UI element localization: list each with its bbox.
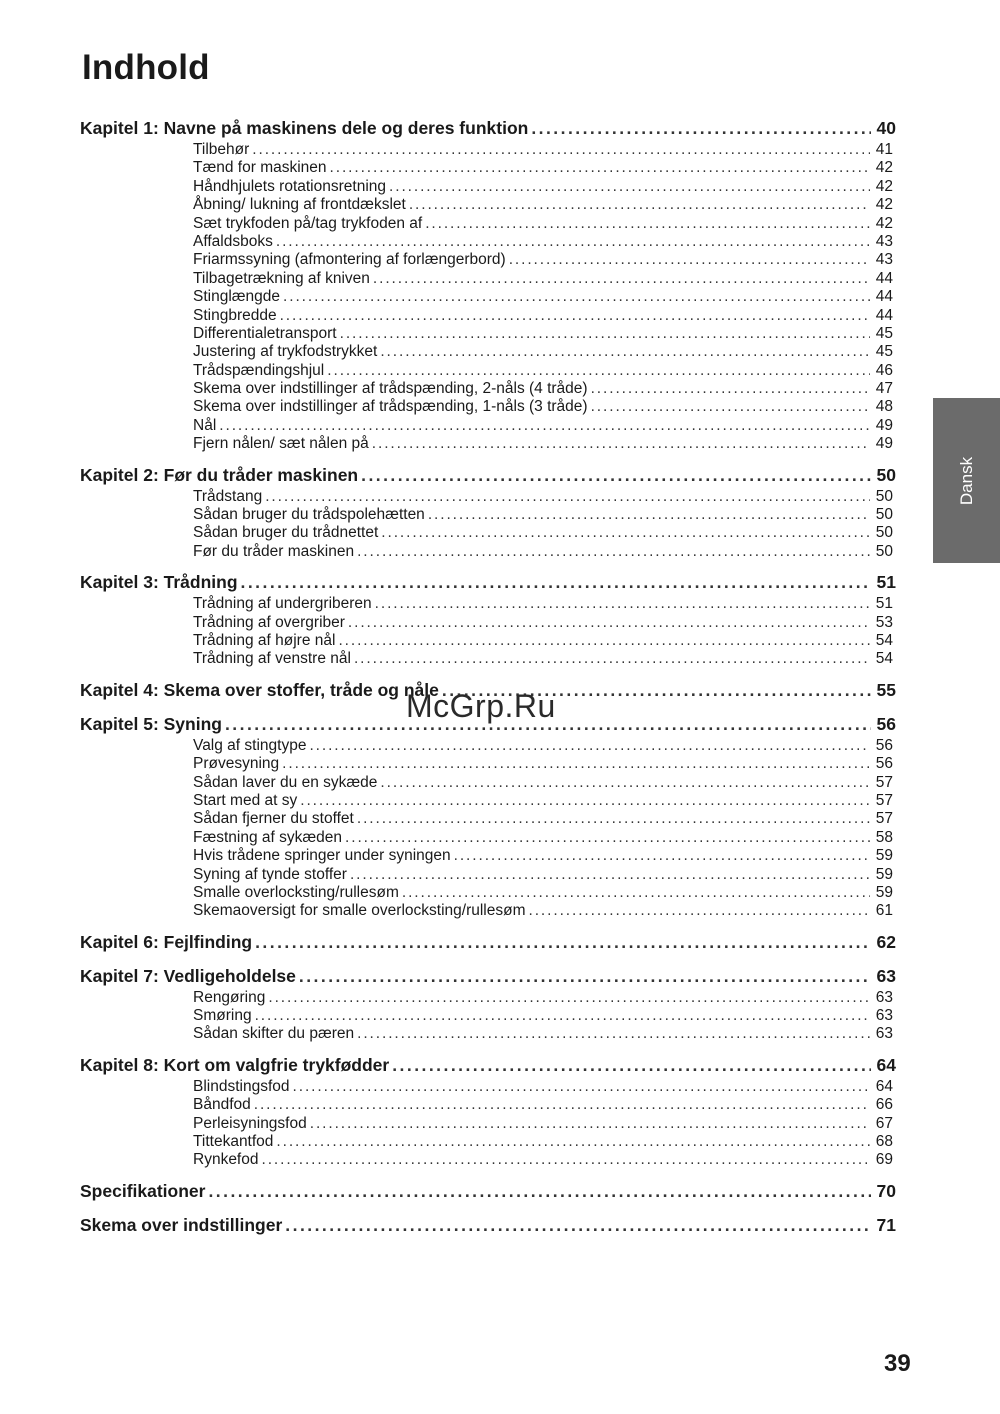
toc-leader-dots xyxy=(373,270,870,288)
toc-item-page: 59 xyxy=(875,847,893,865)
toc-leader-dots xyxy=(208,1179,871,1204)
toc-chapter xyxy=(0,712,1000,921)
toc-chapter-title: Kapitel 1: Navne på maskinens dele og deres funktion xyxy=(80,118,529,138)
toc-item[interactable] xyxy=(193,362,893,380)
toc-item-label: Åbning/ lukning af frontdækslet xyxy=(193,196,406,214)
toc-item[interactable] xyxy=(193,847,893,865)
toc-item-label: Trådning af venstre nål xyxy=(193,650,351,668)
toc-item-page: 53 xyxy=(875,613,893,631)
toc-chapter-entry[interactable] xyxy=(80,1179,896,1204)
toc-item[interactable] xyxy=(193,737,893,755)
toc-item-page: 44 xyxy=(875,269,893,287)
toc-item[interactable] xyxy=(193,1096,893,1114)
toc-leader-dots xyxy=(531,116,871,141)
toc-leader-dots xyxy=(357,810,870,828)
toc-leader-dots xyxy=(276,233,870,251)
toc-leader-dots xyxy=(380,774,870,792)
toc-item-label: Fjern nålen/ sæt nålen på xyxy=(193,435,369,453)
toc-item-label: Valg af stingtype xyxy=(193,736,307,754)
toc-chapter xyxy=(0,1053,1000,1170)
toc-leader-dots xyxy=(380,343,870,361)
toc-item-label: Fæstning af sykæden xyxy=(193,828,343,846)
toc-item[interactable] xyxy=(193,755,893,773)
toc-leader-dots xyxy=(392,1053,871,1078)
toc-leader-dots xyxy=(454,847,870,865)
toc-leader-dots xyxy=(293,1078,870,1096)
toc-chapter xyxy=(0,1213,1000,1238)
toc-item-label: Skema over indstillinger af trådspænding, 1-nåls (3 tråde) xyxy=(193,398,588,416)
toc-item[interactable] xyxy=(193,884,893,902)
toc-leader-dots xyxy=(265,488,870,506)
toc-item-label: Syning af tynde stoffer xyxy=(193,865,347,883)
toc-leader-dots xyxy=(428,506,870,524)
toc-leader-dots xyxy=(310,1115,870,1133)
toc-leader-dots xyxy=(241,570,871,595)
toc-chapter-page: 71 xyxy=(876,1214,896,1235)
toc-leader-dots xyxy=(357,1025,870,1043)
toc-item-page: 61 xyxy=(875,902,893,920)
toc-item[interactable] xyxy=(193,270,893,288)
toc-item-page: 41 xyxy=(875,141,893,158)
toc-item-page: 67 xyxy=(875,1114,893,1132)
toc-item[interactable] xyxy=(193,902,893,920)
toc-item-label: Nål xyxy=(193,416,217,434)
toc-chapter-page: 50 xyxy=(876,464,896,485)
toc-item-page: 50 xyxy=(875,524,893,542)
toc-chapter-page: 55 xyxy=(876,679,896,700)
toc-item-page: 63 xyxy=(875,1025,893,1043)
toc-chapter-title: Kapitel 8: Kort om valgfrie trykfødder xyxy=(80,1054,390,1075)
toc-item[interactable] xyxy=(193,866,893,884)
toc-item-label: Tittekantfod xyxy=(193,1133,274,1151)
toc-item-label: Tænd for maskinen xyxy=(193,159,327,177)
toc-item-label: Skemaoversigt for smalle overlocksting/rullesøm xyxy=(193,902,526,920)
toc-item[interactable] xyxy=(193,398,893,416)
toc-item-page: 48 xyxy=(875,398,893,416)
toc-chapter-entry[interactable] xyxy=(80,1213,896,1238)
toc-leader-dots xyxy=(350,866,870,884)
toc-leader-dots xyxy=(255,930,871,955)
watermark: McGrp.Ru xyxy=(406,688,556,724)
toc-item[interactable] xyxy=(193,307,893,325)
page-number: 39 xyxy=(884,1350,911,1377)
toc-leader-dots xyxy=(268,989,870,1007)
toc-chapter-title: Kapitel 5: Syning xyxy=(80,713,222,734)
toc-item-label: Trådspændingshjul xyxy=(193,361,325,379)
toc-item-page: 58 xyxy=(875,828,893,846)
toc-item[interactable] xyxy=(193,178,893,196)
toc-item-page: 69 xyxy=(875,1151,893,1169)
language-tab-label: Dansk xyxy=(956,456,976,505)
toc-item-page: 56 xyxy=(875,736,893,754)
toc-leader-dots xyxy=(276,1133,870,1151)
toc-item-page: 54 xyxy=(875,650,893,668)
toc-chapter-page: 64 xyxy=(876,1054,896,1075)
toc-leader-dots xyxy=(354,650,870,668)
toc-item-label: Stingbredde xyxy=(193,306,277,324)
toc-leader-dots xyxy=(282,755,870,773)
toc-leader-dots xyxy=(409,196,870,214)
toc-item-page: 50 xyxy=(875,506,893,524)
toc-chapter-page: 51 xyxy=(876,572,896,593)
toc-item-page: 45 xyxy=(875,343,893,361)
toc-leader-dots xyxy=(591,380,870,398)
toc-leader-dots xyxy=(280,307,870,325)
toc-item[interactable] xyxy=(193,343,893,361)
toc-item-label: Rengøring xyxy=(193,988,266,1006)
toc-item-page: 49 xyxy=(875,416,893,434)
toc-leader-dots xyxy=(340,325,870,343)
toc-chapter-title: Kapitel 4: Skema over stoffer, tråde og nåle xyxy=(80,679,439,700)
toc-leader-dots xyxy=(261,1151,870,1169)
toc-item[interactable] xyxy=(193,810,893,828)
toc-item[interactable] xyxy=(193,543,893,561)
toc-item[interactable] xyxy=(193,792,893,810)
toc-item-label: Håndhjulets rotationsretning xyxy=(193,177,387,195)
toc-chapter-page: 40 xyxy=(876,118,896,138)
page-title: Indhold xyxy=(82,48,210,87)
toc-chapter xyxy=(0,463,1000,562)
toc-chapter-page: 70 xyxy=(876,1180,896,1201)
toc-item-page: 68 xyxy=(875,1133,893,1151)
toc-item[interactable] xyxy=(193,1133,893,1151)
toc-item-page: 44 xyxy=(875,306,893,324)
toc-chapter-title: Kapitel 3: Trådning xyxy=(80,572,238,593)
toc-item-label: Rynkefod xyxy=(193,1151,259,1169)
toc-item[interactable] xyxy=(193,774,893,792)
toc-chapter-page: 63 xyxy=(876,965,896,986)
toc-leader-dots xyxy=(345,829,870,847)
toc-leader-dots xyxy=(402,884,870,902)
toc-item-page: 49 xyxy=(875,435,893,453)
toc-item-label: Friarmssyning (afmontering af forlængerbord) xyxy=(193,251,506,269)
toc-item-label: Trådstang xyxy=(193,487,263,505)
toc-item-label: Hvis trådene springer under syningen xyxy=(193,847,451,865)
toc-item-label: Før du tråder maskinen xyxy=(193,542,355,560)
toc-item-page: 50 xyxy=(875,542,893,560)
toc-chapter-entry[interactable] xyxy=(80,116,896,141)
toc-item[interactable] xyxy=(193,141,893,159)
toc-item-page: 57 xyxy=(875,791,893,809)
toc-item-label: Differentialetransport xyxy=(193,324,337,342)
toc-item-page: 44 xyxy=(875,288,893,306)
toc-item-label: Sådan bruger du trådspolehætten xyxy=(193,506,425,524)
toc-item[interactable] xyxy=(193,595,893,613)
toc-chapter-page: 62 xyxy=(876,931,896,952)
toc-item-label: Trådning af undergriberen xyxy=(193,595,372,613)
toc-item-page: 47 xyxy=(875,380,893,398)
toc-item-label: Båndfod xyxy=(193,1096,251,1114)
toc-item-page: 43 xyxy=(875,251,893,269)
toc-item[interactable] xyxy=(193,196,893,214)
toc-item-page: 45 xyxy=(875,324,893,342)
toc-leader-dots xyxy=(300,792,870,810)
toc-item-label: Start med at sy xyxy=(193,791,298,809)
toc-item[interactable] xyxy=(193,488,893,506)
toc-item-page: 51 xyxy=(875,595,893,613)
toc-leader-dots xyxy=(255,1007,870,1025)
toc-item[interactable] xyxy=(193,1151,893,1169)
toc-item[interactable] xyxy=(193,1115,893,1133)
toc-item[interactable] xyxy=(193,1025,893,1043)
toc-item-page: 59 xyxy=(875,883,893,901)
toc-item[interactable] xyxy=(193,435,893,453)
table-of-contents xyxy=(0,116,1000,1247)
toc-item-label: Tilbagetrækning af kniven xyxy=(193,269,370,287)
toc-item-page: 42 xyxy=(875,177,893,195)
toc-leader-dots xyxy=(529,902,871,920)
toc-item-label: Sådan skifter du pæren xyxy=(193,1025,355,1043)
toc-item-page: 42 xyxy=(875,159,893,177)
toc-leader-dots xyxy=(509,251,870,269)
toc-item-page: 63 xyxy=(875,988,893,1006)
toc-chapter-title: Kapitel 7: Vedligeholdelse xyxy=(80,965,296,986)
toc-item-label: Affaldsboks xyxy=(193,232,273,250)
toc-item-page: 57 xyxy=(875,773,893,791)
toc-leader-dots xyxy=(252,141,870,159)
toc-item-page: 54 xyxy=(875,631,893,649)
toc-item[interactable] xyxy=(193,159,893,177)
toc-chapter-title: Kapitel 2: Før du tråder maskinen xyxy=(80,464,359,485)
toc-item[interactable] xyxy=(193,417,893,435)
toc-chapter xyxy=(0,116,1000,454)
toc-item-page: 59 xyxy=(875,865,893,883)
toc-leader-dots xyxy=(361,463,871,488)
toc-item[interactable] xyxy=(193,632,893,650)
toc-item[interactable] xyxy=(193,650,893,668)
toc-chapter-entry[interactable] xyxy=(80,1053,896,1078)
toc-leader-dots xyxy=(309,737,870,755)
toc-item[interactable] xyxy=(193,989,893,1007)
toc-leader-dots xyxy=(591,398,870,416)
toc-leader-dots xyxy=(219,417,870,435)
toc-leader-dots xyxy=(375,595,870,613)
toc-leader-dots xyxy=(327,362,870,380)
toc-item-page: 64 xyxy=(875,1077,893,1095)
language-tab xyxy=(933,398,1000,563)
toc-item-label: Prøvesyning xyxy=(193,755,280,773)
toc-item-label: Blindstingsfod xyxy=(193,1077,290,1095)
toc-item-label: Tilbehør xyxy=(193,141,250,158)
toc-item-page: 43 xyxy=(875,232,893,250)
toc-leader-dots xyxy=(299,964,871,989)
toc-item-label: Stinglængde xyxy=(193,288,281,306)
toc-item[interactable] xyxy=(193,233,893,251)
toc-item[interactable] xyxy=(193,524,893,542)
toc-item-label: Sådan laver du en sykæde xyxy=(193,773,378,791)
toc-chapter-title: Kapitel 6: Fejlfinding xyxy=(80,931,253,952)
toc-chapter-title: Skema over indstillinger xyxy=(80,1214,283,1235)
toc-leader-dots xyxy=(372,435,870,453)
toc-leader-dots xyxy=(381,524,870,542)
toc-leader-dots xyxy=(338,632,870,650)
toc-item-label: Skema over indstillinger af trådspænding, 2-nåls (4 tråde) xyxy=(193,380,588,398)
toc-item-page: 56 xyxy=(875,755,893,773)
toc-item[interactable] xyxy=(193,614,893,632)
toc-leader-dots xyxy=(425,215,870,233)
toc-item[interactable] xyxy=(193,1007,893,1025)
toc-chapter-page: 56 xyxy=(876,713,896,734)
toc-leader-dots xyxy=(348,614,870,632)
toc-item-page: 57 xyxy=(875,810,893,828)
toc-item-page: 66 xyxy=(875,1096,893,1114)
toc-chapter xyxy=(0,964,1000,1044)
toc-chapter-entry[interactable] xyxy=(80,964,896,989)
toc-item[interactable] xyxy=(193,1078,893,1096)
toc-item-label: Trådning af højre nål xyxy=(193,631,336,649)
toc-item-label: Sådan fjerner du stoffet xyxy=(193,810,354,828)
toc-item[interactable] xyxy=(193,829,893,847)
toc-item-page: 42 xyxy=(875,214,893,232)
toc-item-page: 63 xyxy=(875,1007,893,1025)
toc-leader-dots xyxy=(254,1096,870,1114)
toc-item[interactable] xyxy=(193,215,893,233)
toc-item[interactable] xyxy=(193,325,893,343)
toc-chapter-entry[interactable] xyxy=(80,463,896,488)
toc-item-label: Justering af trykfodstrykket xyxy=(193,343,378,361)
toc-leader-dots xyxy=(330,159,870,177)
toc-chapter-entry[interactable] xyxy=(80,930,896,955)
toc-item[interactable] xyxy=(193,251,893,269)
toc-item-label: Sådan bruger du trådnettet xyxy=(193,524,379,542)
toc-chapter-entry[interactable] xyxy=(80,570,896,595)
toc-item[interactable] xyxy=(193,380,893,398)
toc-chapter-title: Specifikationer xyxy=(80,1180,206,1201)
toc-chapter xyxy=(0,570,1000,669)
toc-item-page: 42 xyxy=(875,196,893,214)
toc-item-label: Smalle overlocksting/rullesøm xyxy=(193,883,399,901)
toc-leader-dots xyxy=(357,543,870,561)
toc-item-label: Sæt trykfoden på/tag trykfoden af xyxy=(193,214,423,232)
toc-item-page: 50 xyxy=(875,487,893,505)
toc-item-label: Smøring xyxy=(193,1007,252,1025)
toc-chapter xyxy=(0,1179,1000,1204)
toc-item-label: Perleisyningsfod xyxy=(193,1114,307,1132)
toc-chapter xyxy=(0,930,1000,955)
toc-item-page: 46 xyxy=(875,361,893,379)
toc-leader-dots xyxy=(283,288,870,306)
toc-leader-dots xyxy=(285,1213,871,1238)
toc-item[interactable] xyxy=(193,288,893,306)
toc-item[interactable] xyxy=(193,506,893,524)
toc-leader-dots xyxy=(389,178,870,196)
toc-item-label: Trådning af overgriber xyxy=(193,613,345,631)
